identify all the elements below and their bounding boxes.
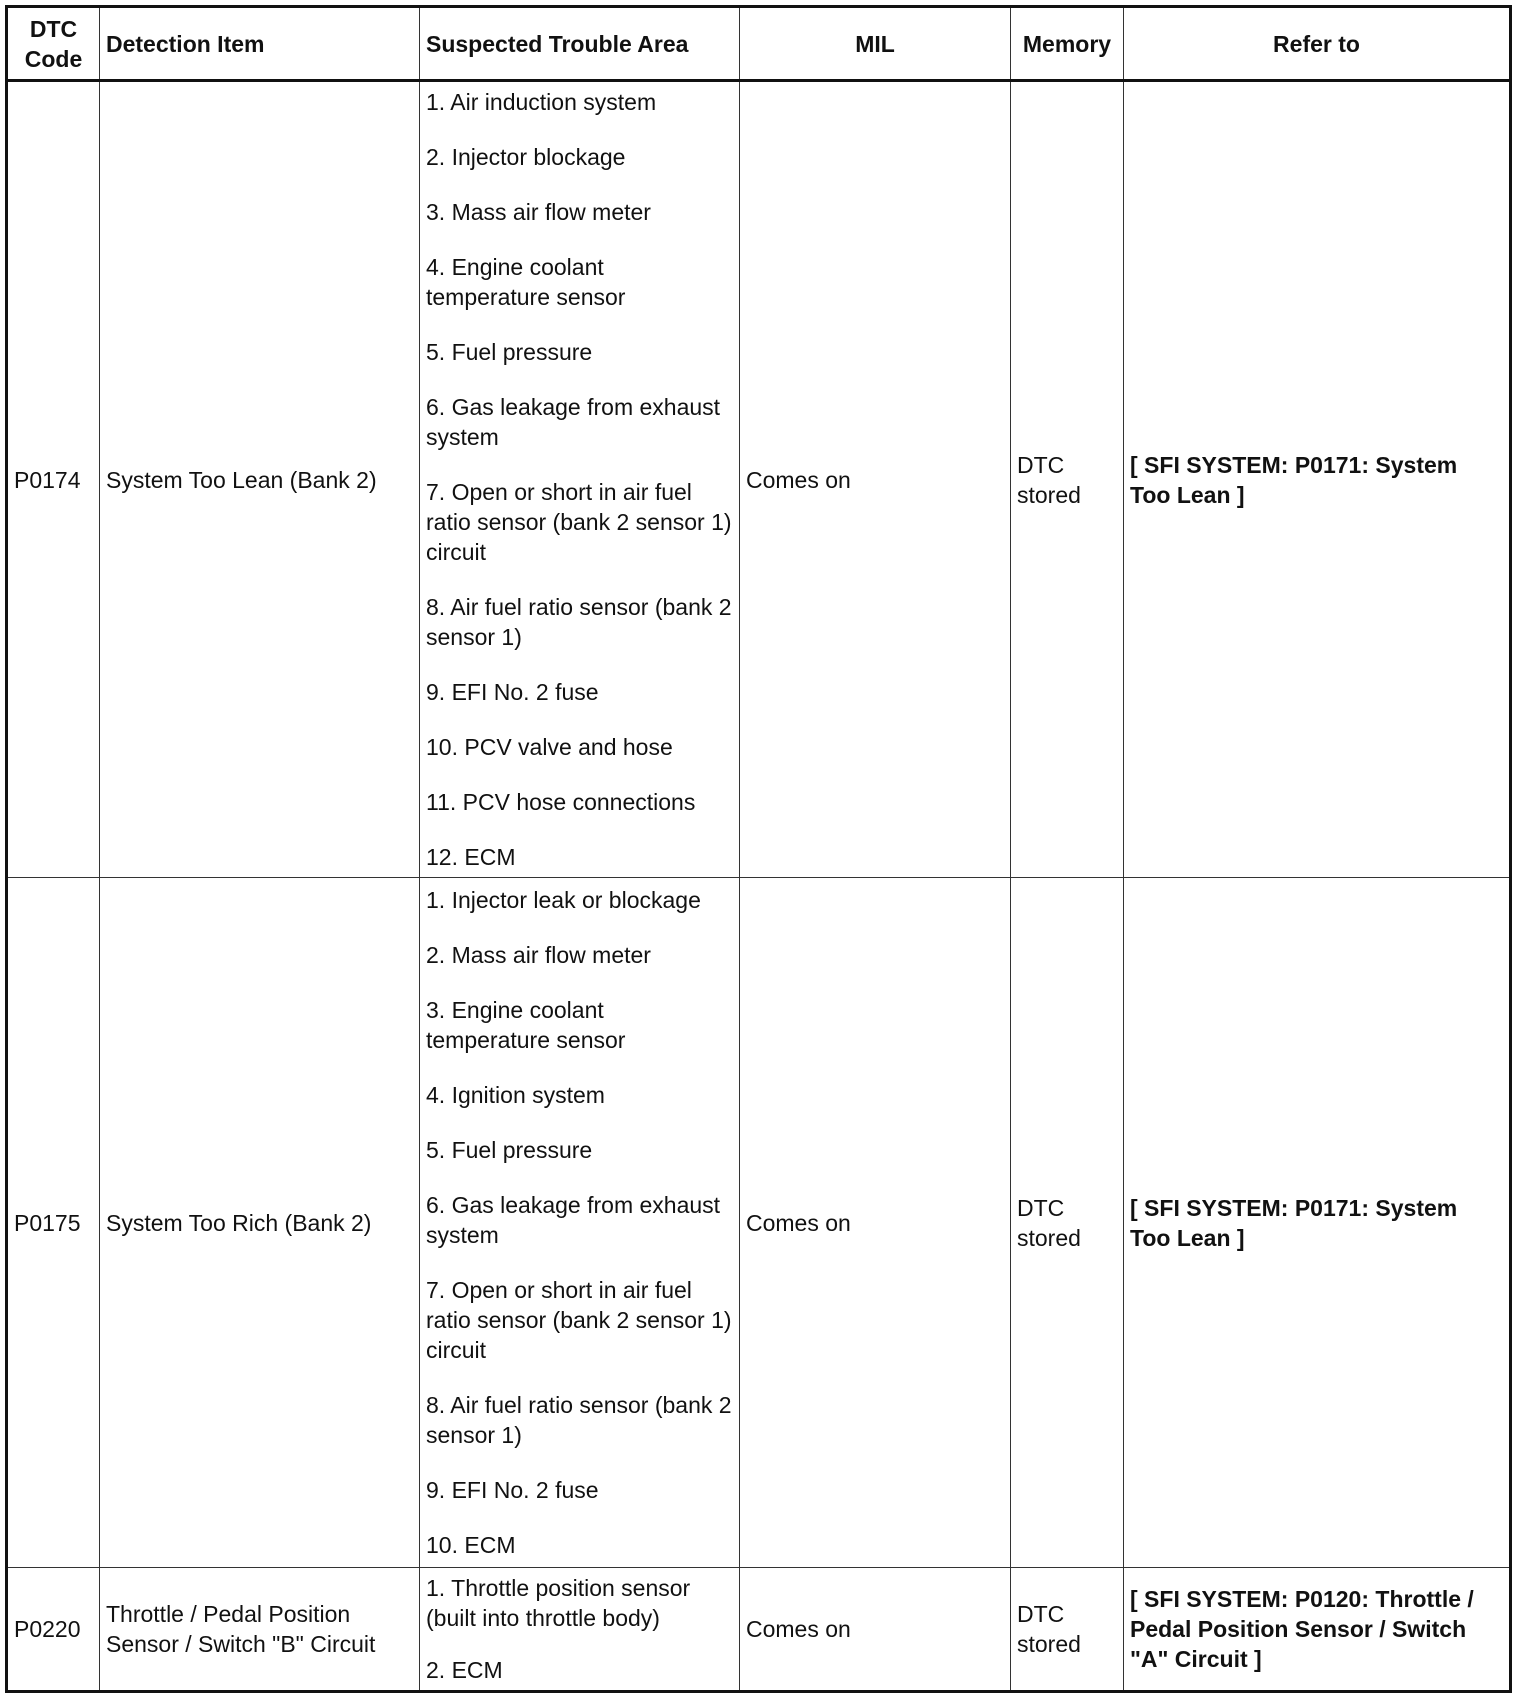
trouble-area-cell — [420, 81, 740, 878]
trouble-area-item: 10. PCV valve and hose — [426, 734, 673, 760]
detection-item-cell: Throttle / Pedal Position Sensor / Switch "B" Circuit — [100, 1568, 420, 1692]
header-dtc-code: DTC Code — [7, 7, 100, 81]
trouble-area-item: 3. Mass air flow meter — [426, 199, 651, 225]
trouble-area-item: 4. Ignition system — [426, 1082, 605, 1108]
table-header — [7, 7, 1511, 81]
refer-to-link[interactable]: [ SFI SYSTEM: P0171: System Too Lean ] — [1130, 1194, 1458, 1251]
trouble-area-item: 1. Injector leak or blockage — [426, 887, 701, 913]
mil-cell: Comes on — [740, 878, 1011, 1568]
trouble-area-item: 8. Air fuel ratio sensor (bank 2 sensor 1) — [426, 594, 732, 650]
trouble-area-item: 9. EFI No. 2 fuse — [426, 679, 599, 705]
memory-cell: DTC stored — [1011, 1568, 1124, 1692]
refer-to-cell — [1124, 81, 1511, 878]
table-body — [7, 81, 1511, 1692]
header-refer-to: Refer to — [1124, 7, 1511, 81]
refer-to-link[interactable]: [ SFI SYSTEM: P0171: System Too Lean ] — [1130, 451, 1458, 508]
mil-cell: Comes on — [740, 81, 1011, 878]
trouble-area-item: 1. Throttle position sensor (built into throttle body) — [426, 1575, 691, 1631]
header-mil: MIL — [740, 7, 1011, 81]
trouble-area-list — [426, 87, 733, 872]
trouble-area-item: 12. ECM — [426, 844, 516, 870]
header-memory: Memory — [1011, 7, 1124, 81]
trouble-area-list — [426, 1573, 733, 1685]
trouble-area-item: 6. Gas leakage from exhaust system — [426, 394, 721, 450]
trouble-area-cell — [420, 1568, 740, 1692]
trouble-area-item: 7. Open or short in air fuel ratio sensor (bank 2 sensor 1) circuit — [426, 1277, 732, 1363]
header-suspected-trouble-area: Suspected Trouble Area — [420, 7, 740, 81]
trouble-area-list — [426, 885, 733, 1560]
header-row — [7, 7, 1511, 81]
trouble-area-item: 6. Gas leakage from exhaust system — [426, 1192, 721, 1248]
dtc-table — [5, 5, 1512, 1693]
table-row — [7, 878, 1511, 1568]
trouble-area-item: 5. Fuel pressure — [426, 339, 593, 365]
trouble-area-item: 2. Injector blockage — [426, 144, 626, 170]
trouble-area-item: 4. Engine coolant temperature sensor — [426, 254, 626, 310]
refer-to-cell — [1124, 878, 1511, 1568]
trouble-area-item: 3. Engine coolant temperature sensor — [426, 997, 626, 1053]
trouble-area-item: 5. Fuel pressure — [426, 1137, 593, 1163]
trouble-area-item: 1. Air induction system — [426, 89, 657, 115]
trouble-area-item: 7. Open or short in air fuel ratio sensor (bank 2 sensor 1) circuit — [426, 479, 732, 565]
memory-cell: DTC stored — [1011, 81, 1124, 878]
table-row — [7, 1568, 1511, 1692]
refer-to-cell — [1124, 1568, 1511, 1692]
table-row — [7, 81, 1511, 878]
detection-item-cell: System Too Lean (Bank 2) — [100, 81, 420, 878]
trouble-area-item: 9. EFI No. 2 fuse — [426, 1477, 599, 1503]
header-detection-item: Detection Item — [100, 7, 420, 81]
dtc-code-cell: P0175 — [7, 878, 100, 1568]
trouble-area-item: 8. Air fuel ratio sensor (bank 2 sensor 1) — [426, 1392, 732, 1448]
dtc-code-cell: P0220 — [7, 1568, 100, 1692]
trouble-area-item: 2. Mass air flow meter — [426, 942, 651, 968]
trouble-area-item: 11. PCV hose connections — [426, 789, 696, 815]
trouble-area-item: 10. ECM — [426, 1532, 516, 1558]
memory-cell: DTC stored — [1011, 878, 1124, 1568]
dtc-code-cell: P0174 — [7, 81, 100, 878]
mil-cell: Comes on — [740, 1568, 1011, 1692]
refer-to-link[interactable]: [ SFI SYSTEM: P0120: Throttle / Pedal Position Sensor / Switch "A" Circuit ] — [1130, 1586, 1474, 1672]
detection-item-cell: System Too Rich (Bank 2) — [100, 878, 420, 1568]
trouble-area-item: 2. ECM — [426, 1657, 503, 1683]
trouble-area-cell — [420, 878, 740, 1568]
